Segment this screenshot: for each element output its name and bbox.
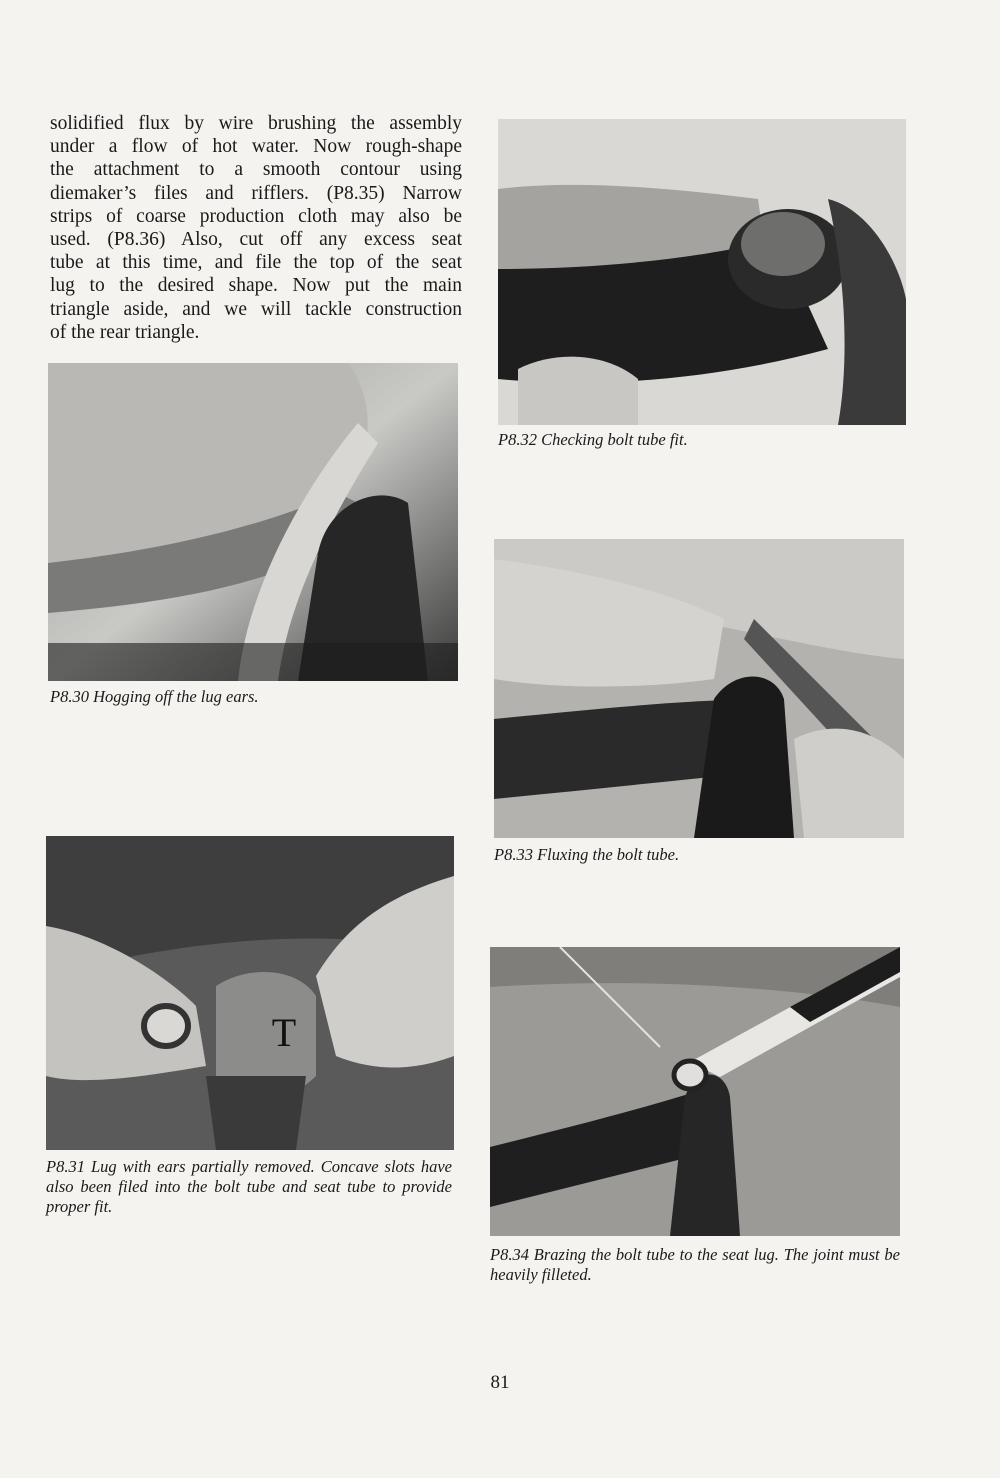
caption-p8-32: P8.32 Checking bolt tube fit. <box>498 430 688 449</box>
body-line: lug to the desired shape. Now put the main <box>50 275 462 297</box>
body-line: used. (P8.36) Also, cut off any excess seat <box>50 229 462 251</box>
body-line: triangle aside, and we will tackle construction <box>50 298 462 320</box>
page-number: 81 <box>490 1372 510 1393</box>
body-line: solidified flux by wire brushing the assembly <box>50 113 462 134</box>
photo-brazing-bolt-tube <box>490 947 900 1236</box>
photo-lug-ears-removed <box>46 836 454 1150</box>
caption-p8-33: P8.33 Fluxing the bolt tube. <box>494 845 680 864</box>
body-line: the attachment to a smooth contour using <box>50 159 462 181</box>
body-line: diemaker’s files and rifflers. (P8.35) Narrow <box>50 182 462 204</box>
photo-checking-bolt-tube <box>498 119 906 425</box>
caption-p8-34: P8.34 Brazing the bolt tube to the seat lug. The joint must be heavily filleted. <box>490 1245 900 1284</box>
caption-p8-30: P8.30 Hogging off the lug ears. <box>50 687 259 706</box>
body-line: of the rear triangle. <box>50 321 200 343</box>
photo-hogging-lug-ears <box>48 363 458 681</box>
photo-fluxing-bolt-tube <box>494 539 904 838</box>
body-line: strips of coarse production cloth may also be <box>50 205 462 227</box>
caption-p8-31: P8.31 Lug with ears partially removed. Concave slots have also been filed into the bolt tube and seat tube to provide proper fit. <box>46 1157 452 1216</box>
body-line: under a flow of hot water. Now rough-shape <box>50 136 462 158</box>
lug-letter-mark: T <box>271 1010 297 1055</box>
body-paragraph <box>50 112 462 344</box>
body-line: tube at this time, and file the top of the seat <box>50 252 462 274</box>
